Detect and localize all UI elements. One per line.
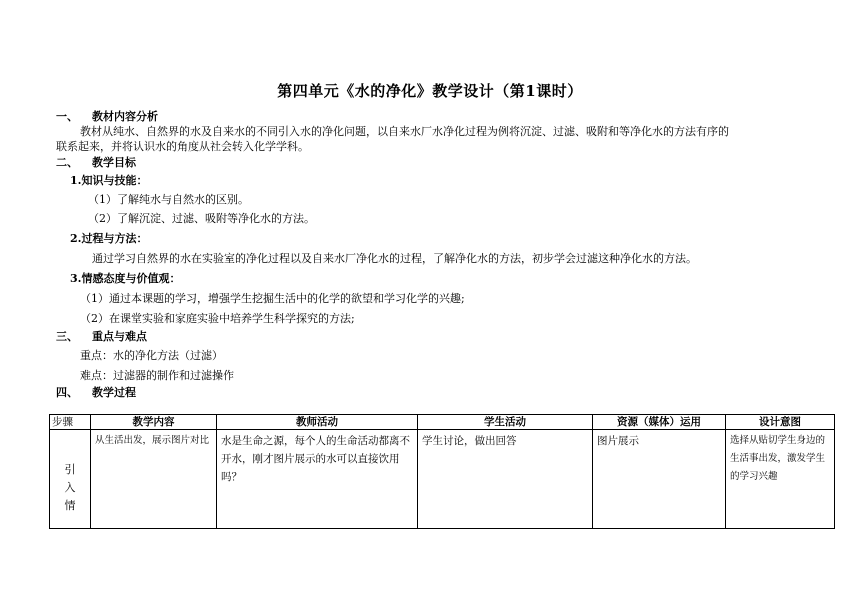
resource-cell: 图片展示	[593, 430, 726, 529]
section-4-title: 教学过程	[92, 386, 136, 399]
header-resource: 资源（媒体）运用	[593, 415, 726, 430]
section-1-text-line-2: 联系起来，并将认识水的角度从社会转入化学学科。	[56, 140, 309, 153]
step-char-1: 引	[64, 463, 76, 476]
section-1-text-line-1: 教材从纯水、自然界的水及自来水的不同引入水的净化问题，以自来水厂水净化过程为例将沉淀、过滤、吸附和等净化水的方法有序的	[80, 125, 729, 138]
header-content: 教学内容	[91, 415, 217, 430]
objective-3-item-a: （1）通过本课题的学习，增强学生挖掘生活中的化学的欲望和学习化学的兴趣;	[80, 292, 465, 305]
teacher-activity-cell: 水是生命之源，每个人的生命活动都离不开水，刚才图片展示的水可以直接饮用吗？	[217, 430, 418, 529]
objective-1-title: 1.知识与技能：	[70, 174, 148, 187]
design-intent-cell: 选择从贴切学生身边的生活事出发，激发学生的学习兴趣	[726, 430, 835, 529]
teaching-process-table	[49, 414, 835, 529]
header-design-intent: 设计意图	[726, 415, 835, 430]
objective-1-item-a: （1）了解纯水与自然水的区别。	[88, 193, 249, 206]
step-char-3: 情	[64, 499, 76, 512]
section-3-title: 重点与难点	[92, 330, 147, 343]
section-1-number: 一、	[56, 110, 78, 123]
difficult-point: 难点：过滤器的制作和过滤操作	[80, 369, 234, 382]
content-cell: 从生活出发，展示图片对比	[91, 430, 217, 529]
objective-2-title: 2.过程与方法：	[70, 232, 148, 245]
step-cell	[50, 430, 91, 529]
student-activity-cell: 学生讨论，做出回答	[418, 430, 593, 529]
section-2-title: 教学目标	[92, 156, 136, 169]
header-teacher-activity: 教师活动	[217, 415, 418, 430]
table-header-row	[50, 415, 835, 430]
table-row	[50, 430, 835, 529]
header-step: 步骤	[50, 415, 91, 430]
key-point: 重点：水的净化方法（过滤）	[80, 349, 223, 362]
step-char-2: 入	[64, 481, 76, 494]
section-3-number: 三、	[56, 330, 78, 343]
section-1-title: 教材内容分析	[92, 110, 158, 123]
header-student-activity: 学生活动	[418, 415, 593, 430]
objective-2-text: 通过学习自然界的水在实验室的净化过程以及自来水厂净化水的过程，了解净化水的方法，初步学会过滤这种净化水的方法。	[92, 252, 697, 265]
section-4-number: 四、	[56, 386, 78, 399]
objective-1-item-b: （2）了解沉淀、过滤、吸附等净化水的方法。	[88, 212, 315, 225]
objective-3-item-b: （2）在课堂实验和家庭实验中培养学生科学探究的方法;	[80, 312, 355, 325]
section-2-number: 二、	[56, 156, 78, 169]
document-title: 第四单元《水的净化》教学设计（第1课时）	[277, 82, 583, 100]
objective-3-title: 3.情感态度与价值观：	[70, 272, 181, 285]
